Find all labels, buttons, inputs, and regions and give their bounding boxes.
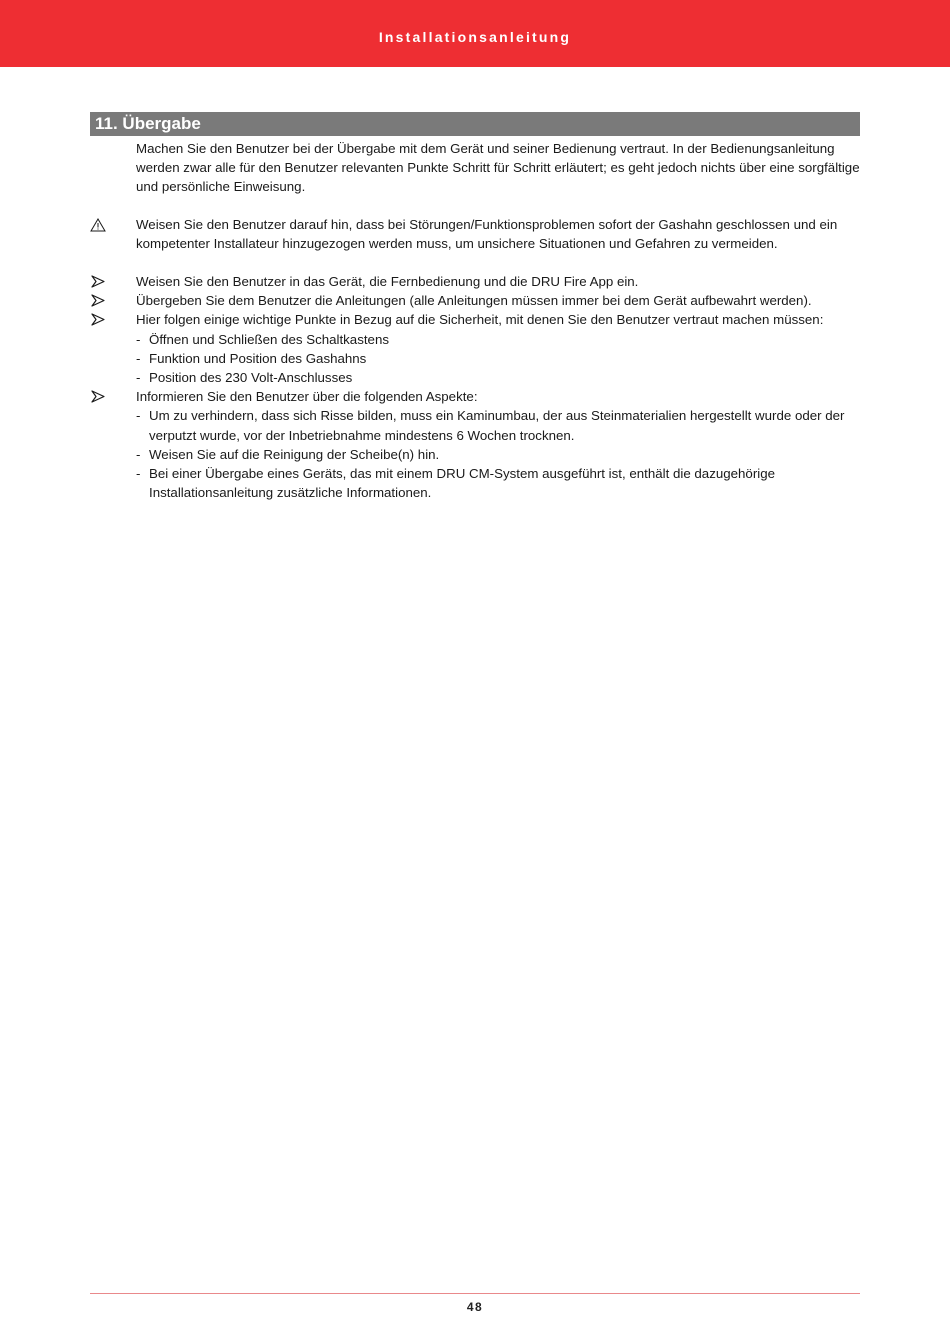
sub-list-item-text: Position des 230 Volt-Anschlusses [149,370,353,386]
sub-list-item [136,445,860,464]
arrow-bullet-icon [90,294,106,307]
header-band [0,0,950,67]
dash-marker: - [136,350,141,366]
sub-list-item [136,330,860,349]
list-item [90,291,860,310]
intro-paragraph: Machen Sie den Benutzer bei der Übergabe mit dem Gerät und seiner Bedienung vertraut. In der Bedienungsanleitung werden zwar alle für den Benutzer relevanten Punkte Schritt für Schritt erläutert; es geht jedoch nichts über eine sorgfältige und persönliche Einweisung. [136,141,860,195]
bullet-list [90,272,860,502]
sub-list-item-text: Bei einer Übergabe eines Geräts, das mit einem DRU CM-System ausgeführt ist, enthält die dazugehörige Installationsanleitung zusätzliche Informationen. [149,466,775,501]
sub-list-item [136,349,860,368]
list-item [90,272,860,291]
sub-list-item [136,368,860,387]
page-number: 48 [466,1300,484,1314]
warning-text: Weisen Sie den Benutzer darauf hin, dass bei Störungen/Funktionsproblemen sofort der Gashahn geschlossen und ein kompetenter Installateur hinzugezogen werden muss, um unsichere Situationen und Gefahren zu vermeiden. [136,217,838,252]
sub-list-item-text: Öffnen und Schließen des Schaltkastens [149,331,389,347]
header-title: Installationsanleitung [378,28,572,45]
warning-triangle-icon [90,218,106,232]
arrow-bullet-icon [90,275,106,288]
list-item-text: Weisen Sie den Benutzer in das Gerät, die Fernbedienung und die DRU Fire App ein. [136,274,639,289]
sub-list-item [136,464,860,502]
sub-list [136,330,860,388]
footer-divider [90,1293,860,1294]
dash-marker: - [136,446,141,462]
list-item-text: Informieren Sie den Benutzer über die folgenden Aspekte: [136,389,478,405]
dash-marker: - [136,408,141,424]
list-item [90,310,860,387]
arrow-bullet-icon [90,313,106,326]
sub-list-item-text: Funktion und Position des Gashahns [149,350,367,366]
dash-marker: - [136,370,141,386]
sub-list-item [136,406,860,444]
list-item-text: Hier folgen einige wichtige Punkte in Bezug auf die Sicherheit, mit denen Sie den Benutzer vertraut machen müssen: [136,312,824,328]
sub-list [136,406,860,502]
list-item [90,387,860,502]
section-heading: 11. Übergabe [90,112,860,136]
dash-marker: - [136,331,141,347]
sub-list-item-text: Um zu verhindern, dass sich Risse bilden, muss ein Kaminumbau, der aus Steinmaterialien hergestellt wurde oder der verputzt wurde, vor der Inbetriebnahme mindestens 6 Wochen trocknen. [149,408,845,443]
dash-marker: - [136,466,141,482]
sub-list-item-text: Weisen Sie auf die Reinigung der Scheibe(n) hin. [149,446,440,462]
warning-block [90,215,860,253]
list-item-text: Übergeben Sie dem Benutzer die Anleitungen (alle Anleitungen müssen immer bei dem Gerät aufbewahrt werden). [136,293,812,309]
arrow-bullet-icon [90,390,106,403]
